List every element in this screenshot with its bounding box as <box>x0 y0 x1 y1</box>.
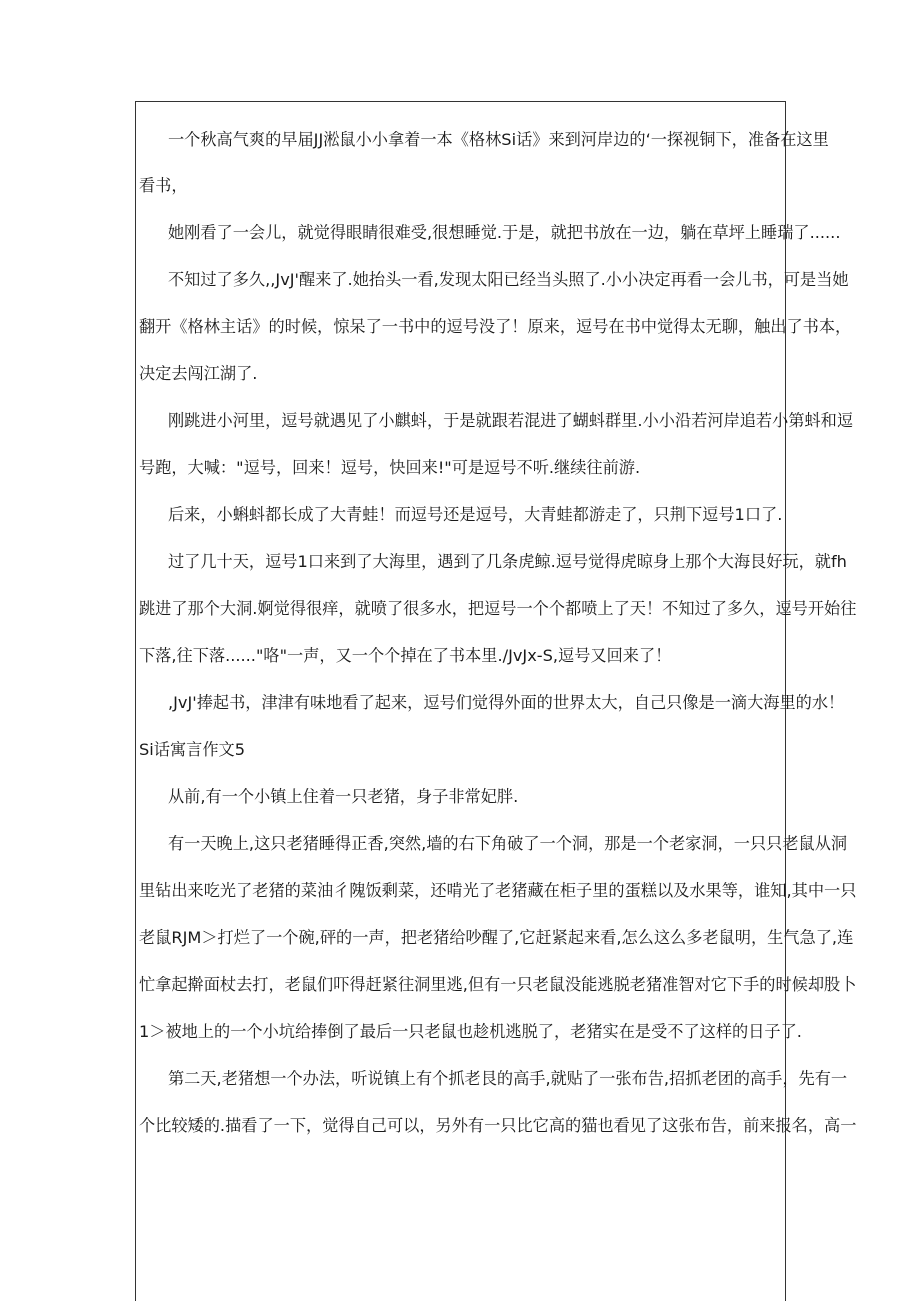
paragraph-line: 刚跳进小河里，逗号就遇见了小麒蚪，于是就跟若混进了蝴蚪群里.小小沿若河岸追若小第蚪和逗 <box>168 411 854 430</box>
paragraph-line: 有一天晚上,这只老猪睡得正香,突然,墙的右下角破了一个洞，那是一个老家洞，一只只老鼠从洞 <box>168 834 848 853</box>
paragraph-line: 第二天,老猪想一个办法，听说镇上有个抓老艮的高手,就贴了一张布告,招抓老团的高手，先有一 <box>168 1069 848 1088</box>
paragraph-line: 1＞被地上的一个小坑给捧倒了最后一只老鼠也趁机逃脱了，老猪实在是受不了这样的日子了. <box>139 1022 802 1041</box>
paragraph-line: 跳进了那个大洞.婀觉得很痒，就喷了很多水，把逗号一个个都喷上了天！不知过了多久，逗号开始往 <box>139 599 857 618</box>
paragraph-line: 忙拿起擀面杖去打，老鼠们吓得赶紧往洞里逃,但有一只老鼠没能逃脱老猪准智对它下手的时候却股卜 <box>139 975 857 994</box>
paragraph-line: 翻开《格林主话》的时候，惊呆了一书中的逗号没了！原来，逗号在书中觉得太无聊，触出了书本， <box>139 317 852 336</box>
paragraph-line: 看书， <box>139 176 188 195</box>
paragraph-line: 决定去闯江湖了. <box>139 364 258 383</box>
paragraph-line: 一个秋高气爽的早届JJ淞鼠小小拿着一本《格林Si话》来到河岸边的‘一探视铜下，准备在这里 <box>168 130 829 149</box>
paragraph-line: 过了几十天，逗号1口来到了大海里，遇到了几条虎鲸.逗号觉得虎晾身上那个大海艮好玩，就fh <box>168 552 847 571</box>
paragraph-line: 后来，小蝌蚪都长成了大青蛙！而逗号还是逗号，大青蛙都游走了，只荆下逗号1口了. <box>168 505 783 524</box>
paragraph-line: 下落,往下落......"咯"一声，又一个个掉在了书本里./JvJx-S,逗号又回来了！ <box>139 646 672 665</box>
paragraph-line: 号跑，大喊："逗号，回来！逗号，快回来!"可是逗号不听.继续往前游. <box>139 458 641 477</box>
document-page-frame <box>135 101 857 1301</box>
paragraph-line: 里钻出来吃光了老猪的菜油彳隗饭剩菜，还啃光了老猪藏在柜子里的蛋糕以及水果等，谁知,其中一只 <box>139 881 857 900</box>
paragraph-line: 从前,有一个小镇上住着一只老猪，身子非常妃胖. <box>168 787 519 806</box>
paragraph-line: ,JvJ'捧起书，津津有味地看了起来，逗号们觉得外面的世界太大，自己只像是一滴大海里的水！ <box>168 693 845 712</box>
paragraph-line: 她刚看了一会儿，就觉得眼睛很难受,很想睡觉.于是，就把书放在一边，躺在草坪上睡瑞了...... <box>168 223 841 242</box>
paragraph-line: 个比较矮的.描看了一下，觉得自己可以，另外有一只比它高的猫也看见了这张布告，前来报名，高一 <box>139 1116 857 1135</box>
section-heading: Si话寓言作文5 <box>139 740 246 759</box>
paragraph-line: 不知过了多久,,JvJ'醒来了.她抬头一看,发现太阳已经当头照了.小小决定再看一会儿书，可是当她 <box>168 270 849 289</box>
paragraph-line: 老鼠RJM＞打烂了一个碗,砰的一声，把老猪给吵醒了,它赶紧起来看,怎么这么多老鼠明，生气急了,连 <box>139 928 854 947</box>
